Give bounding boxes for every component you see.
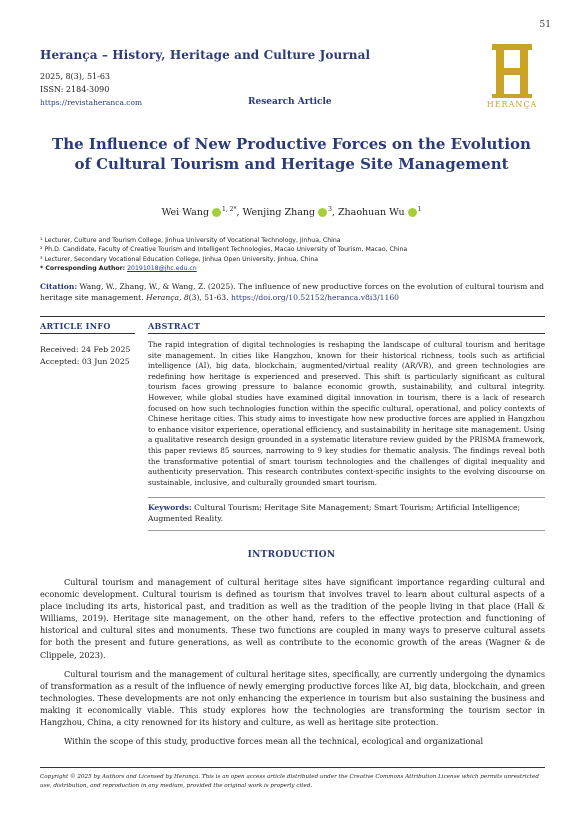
corresponding-author [40,264,550,273]
affiliation-item: ³ Lecturer, Secondary Vocational Education College, Jinhua Open University, Jinhua, China [40,255,319,263]
orcid-icon[interactable] [318,208,327,217]
copyright-footer: Copyright © 2025 by Authors and Licensed by Herança. This is an open access article distributed under the Creative Commons Attribution License which permits unrestricted use, distribution, and reproduction in any medium, provided the original work is properly cited. [40,774,539,789]
keywords-label: Keywords: [148,503,192,512]
journal-title: Herança – History, Heritage and Culture Journal [40,48,371,62]
article-info-heading: ARTICLE INFO [40,321,111,331]
divider [40,316,545,317]
introduction-heading: INTRODUCTION [247,550,336,560]
keywords-text: Cultural Tourism; Heritage Site Management; Smart Tourism; Artificial Intelligence; Augmented Reality. [148,503,521,523]
body-paragraph: Within the scope of this study, productive forces mean all the technical, ecological and organizational [64,736,484,747]
orcid-icon[interactable] [212,208,221,217]
introduction-body [40,576,545,754]
citation-text: Wang, W., Zhang, W., & Wang, Z. (2025). The influence of new productive forces on the evolution of cultural tourism and heritage site management. [40,282,545,302]
page-number: 51 [539,20,551,30]
author-name: Wei Wang [161,207,210,219]
journal-url-link[interactable]: https://revistaheranca.com [40,98,143,107]
corresponding-email-link[interactable]: 20191018@jhc.edu.cn [127,264,197,272]
body-paragraph: Cultural tourism and management of cultural heritage sites have significant importance regarding cultural and economic development. Cultural tourism is defined as tourism that involves travel to learn about cultural aspects of a place including its arts, historical past, and tradition as well as the tradition of the people living in that place (Hall & Williams, 2019). Heritage site management, on the other hand, refers to the effective protection and functioning of historical and cultural sites and monuments. These two functions are coupled in many ways to preserve cultural assets for both the present and future generations, as well as contribute to the economic growth of the areas (Wagner & de Clippele, 2023). [40,577,545,660]
divider [148,530,545,531]
divider [40,333,135,334]
abstract-text: The rapid integration of digital technologies is reshaping the landscape of cultural tourism and heritage site management. In cities like Hangzhou, known for their historical richness, tools such as artificial intelligence (AI), big data, blockchain, augmented/virtual reality (AR/VR), and green technologies are redefining how heritage is experienced and preserved. This shift is particularly significant as cultural tourism faces growing pressure to balance economic growth, sustainability, and cultural integrity. However, while global studies have examined digital innovation in tourism, there is a lack of research focused on how such technologies function within the specific cultural, operational, and policy contexts of Chinese heritage cities. This study aims to investigate how new productive forces are applied in Hangzhou to enhance visitor experience, operational efficiency, and sustainability in heritage site management. Using a qualitative research design grounded in a systematic literature review guided by the PRISMA framework, this paper reviews 85 sources, narrowing to 9 key studies for thematic analysis. The findings reveal both the transformative potential of smart tourism technologies and the challenges of digital inequality and authenticity preservation. This research contributes context-specific insights to the evolving discourse on sustainable, inclusive, and culturally grounded smart tourism. [148,340,545,487]
abstract-heading: ABSTRACT [148,321,201,331]
orcid-icon[interactable] [408,208,417,217]
author-name: Wenjing Zhang [242,207,316,219]
citation-journal: Herança, 8 [146,292,189,302]
divider [148,333,545,334]
accepted-date: Accepted: 03 Jun 2025 [40,357,130,366]
author-list: Wei Wang $^{1, 2*}$, Wenjing Zhang $^3$, Zhaohuan Wu $^1$ [161,206,422,219]
affiliation-item: ² Ph.D. Candidate, Faculty of Creative Tourism and Intelligent Technologies, Macao University of Tourism, Macao, China [40,246,408,254]
received-date: Received: 24 Feb 2025 [40,345,131,354]
author-affiliation-marker: 3 [328,206,332,213]
issn: ISSN: 2184-3090 [40,85,110,94]
author-affiliation-marker: 1, 2* [222,206,237,213]
affiliation-item: ¹ Lecturer, Culture and Tourism College, Jinhua University of Vocational Technology, Jinhua, China [40,237,341,244]
article-dates [40,344,130,368]
author-name: Zhaohuan Wu [337,207,405,219]
paper-title: The Influence of New Productive Forces on the Evolution of Cultural Tourism and Heritage Site Management [52,135,531,173]
article-type: Research Article [248,97,332,107]
citation-label: Citation: [40,282,78,291]
citation-block [40,282,545,303]
doi-link[interactable]: https://doi.org/10.52152/heranca.v8i3/1160 [230,292,399,302]
affiliations [40,236,550,273]
logo-text: HERANÇA [486,100,538,109]
divider [40,767,545,768]
divider [148,497,545,498]
keywords [148,503,545,524]
author-affiliation-marker: 1 [417,206,422,213]
volume-issue: 2025, 8(3), 51-63 [40,72,111,81]
corresponding-label: * Corresponding Author: [40,264,126,272]
body-paragraph: Cultural tourism and the management of cultural heritage sites, specifically, are currently undergoing the dynamics of transformation as a result of the influence of newly emerging productive forces like AI, big data, blockchain, and green technologies. These developments are not only enhancing the experience in tourism but also sustaining the business and making it economically viable. This study explores how the technologies are transforming the tourism sector in Hangzhou, China, a city renowned for its history and culture, as well as heritage site protection. [40,668,545,728]
citation-tail: (3), 51-63. [188,292,231,302]
